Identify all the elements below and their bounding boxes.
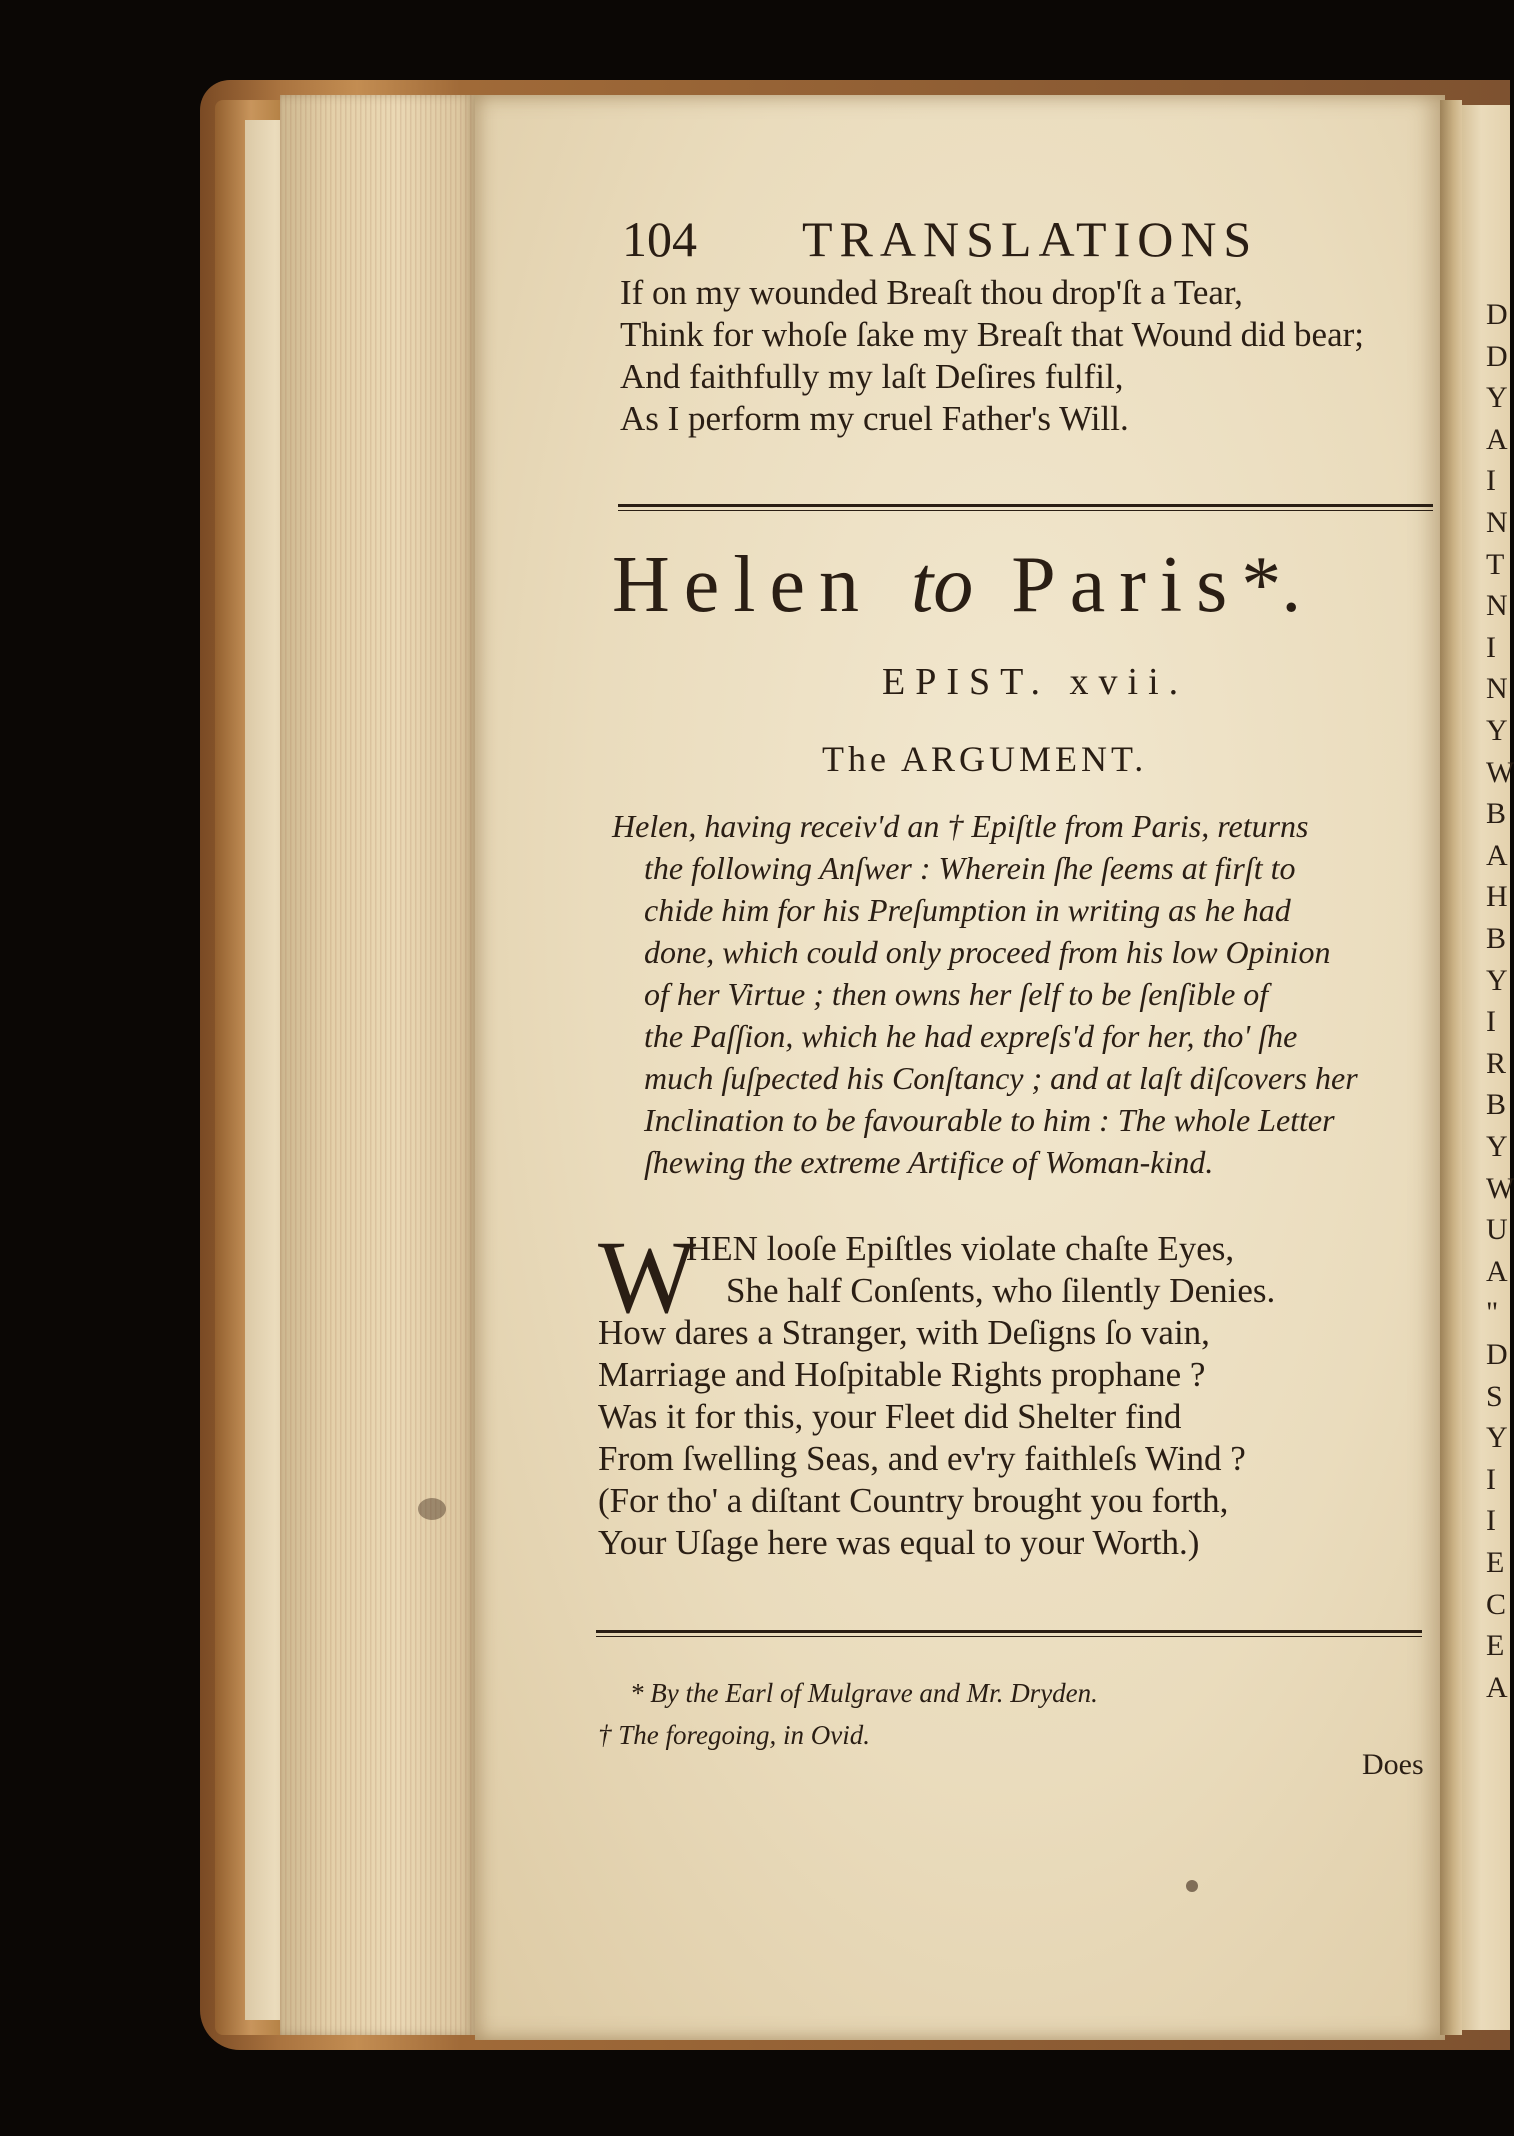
running-title: TRANSLATIONS [802,211,1259,267]
title-footnote-mark: *. [1241,541,1302,629]
paper-speck [418,1498,446,1520]
argument-line: of her Virtue ; then owns her ſelf to be ſenſible of [644,976,1269,1012]
page-edges [280,95,475,2035]
facing-page-letter: B [1486,797,1507,831]
divider-rule-top [618,504,1433,507]
facing-page-letter: B [1486,922,1507,955]
facing-page [1462,105,1514,2030]
facing-page-letter: U [1486,1213,1508,1247]
facing-page-letter: A [1486,1670,1508,1704]
argument-line: done, which could only proceed from his low Opinion [644,934,1331,970]
verse-top [620,272,1364,440]
argument-line: the following Anſwer : Wherein ſhe ſeems at firſt to [644,850,1296,886]
facing-page-letter: R [1486,1046,1507,1080]
catchword: Does [1362,1748,1424,1781]
facing-page-letter: N [1486,506,1508,539]
title-helen: Helen [612,541,874,629]
facing-page-letter: B [1486,1088,1507,1122]
facing-page-letter: E [1486,1629,1505,1663]
facing-page-letter: E [1486,1546,1505,1579]
argument-line: ſhewing the extreme Artifice of Woman-kind. [644,1144,1214,1180]
facing-page-letter: I [1486,630,1496,664]
argument-line: Helen, having receiv'd an † Epiſtle from Paris, returns [612,808,1309,844]
facing-page-letter: D [1486,1338,1508,1371]
verse-main [598,1220,1276,1564]
facing-page-letter: D [1486,298,1508,331]
epistle-number: EPIST. xvii. [882,661,1189,703]
facing-page-letter: D [1486,339,1508,373]
argument-line: the Paſſion, which he had expreſs'd for her, tho' ſhe [644,1018,1298,1054]
facing-page-letter: Y [1486,714,1508,747]
facing-page-letter: A [1486,1254,1508,1288]
title-connector: to [911,541,974,629]
facing-page-letter: A [1486,838,1508,872]
gutter [1440,100,1462,2035]
argument-text [612,805,1358,1183]
verse-line: She half Conſents, who ſilently Denies. [726,1271,1276,1310]
verse-line: Marriage and Hoſpitable Rights prophane ? [598,1355,1206,1394]
facing-page-letter: I [1486,464,1496,498]
facing-page-letter: " [1486,1296,1499,1330]
page-number: 104 [622,211,697,267]
facing-page-letter: C [1486,1587,1507,1621]
verse-line: How dares a Stranger, with Deſigns ſo vain, [598,1313,1210,1352]
title-paris: Paris [1011,541,1242,629]
verse-line: HEN looſe Epiſtles violate chaſte Eyes, [686,1229,1235,1268]
footnotes [598,1672,1098,1756]
argument-line: much ſuſpected his Conſtancy ; and at laſt diſcovers her [644,1060,1358,1096]
facing-page-letter: I [1486,1005,1496,1039]
footnote: * By the Earl of Mulgrave and Mr. Dryden. [630,1678,1098,1708]
facing-page-letter: W [1486,1171,1514,1205]
argument-line: chide him for his Preſumption in writing as he had [644,892,1291,928]
verse-line: Think for whoſe ſake my Breaſt that Wound did bear; [620,315,1364,354]
facing-page-letter: I [1486,1462,1496,1496]
facing-page-letter: H [1486,880,1508,914]
facing-page-letter: T [1486,547,1505,581]
footnote: † The foregoing, in Ovid. [598,1720,870,1750]
facing-page-letter: S [1486,1379,1503,1413]
facing-page-letter: A [1486,422,1508,456]
facing-page-letter: N [1486,589,1508,623]
facing-page-letter: N [1486,672,1508,706]
verse-line: (For tho' a diſtant Country brought you forth, [598,1481,1229,1520]
divider-rule-top-thin [618,510,1433,511]
verse-line: And faithfully my laſt Deſires fulfil, [620,357,1124,396]
paper-speck [1186,1880,1198,1892]
argument-heading: The ARGUMENT. [822,739,1148,779]
facing-page-letter: W [1486,755,1514,789]
facing-page-letter: Y [1486,1421,1508,1455]
verse-line: Your Uſage here was equal to your Worth.) [598,1523,1200,1562]
divider-rule-bottom [596,1630,1422,1633]
facing-page-letter: Y [1486,963,1508,997]
verse-line: From ſwelling Seas, and ev'ry faithleſs Wind ? [598,1439,1246,1478]
argument-line: Inclination to be favourable to him : The whole Letter [644,1102,1335,1138]
facing-page-letter: I [1486,1504,1496,1538]
drop-cap: W [598,1220,697,1335]
verse-line: As I perform my cruel Father's Will. [620,399,1129,438]
verse-line: Was it for this, your Fleet did Shelter find [598,1397,1182,1436]
facing-page-letter: Y [1486,1130,1508,1163]
facing-page-letter: Y [1486,381,1508,415]
verse-line: If on my wounded Breaſt thou drop'ſt a Tear, [620,273,1243,312]
divider-rule-bottom-thin [596,1636,1422,1637]
epistle-title [612,540,1301,631]
